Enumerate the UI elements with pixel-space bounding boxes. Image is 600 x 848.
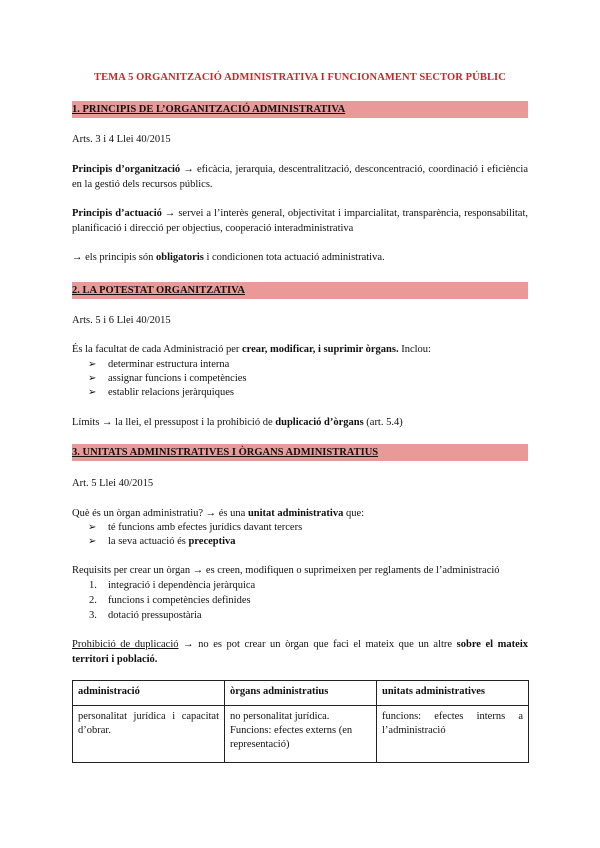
organ-features-list xyxy=(72,521,528,549)
prohibicio-paragraph xyxy=(72,637,528,667)
prohibicio-text: → no es pot crear un òrgan que faci el mateix que un altre xyxy=(178,639,457,650)
section-3-reference: Art. 5 Llei 40/2015 xyxy=(72,478,154,489)
principis-organitzacio-text: → eficàcia, jerarquia, descentralització, desconcentració, coordinació i eficiència en la gestió dels recursos públics. xyxy=(72,164,528,190)
list-item-text: determinar estructura interna xyxy=(108,359,230,370)
table-header-cell: òrgans administratius xyxy=(225,681,377,706)
list-number: 1. xyxy=(89,580,97,591)
list-item xyxy=(72,521,528,535)
list-item-text: dotació pressupostària xyxy=(108,610,202,621)
arrow-bullet-icon: ➢ xyxy=(88,359,97,370)
principis-organitzacio-paragraph xyxy=(72,162,528,192)
table-header-cell: administració xyxy=(73,681,225,706)
list-item xyxy=(72,593,528,608)
list-item xyxy=(72,358,528,372)
document-title: TEMA 5 ORGANITZACIÓ ADMINISTRATIVA I FUNCIONAMENT SECTOR PÚBLIC xyxy=(94,72,506,83)
list-item-text: té funcions amb efectes jurídics davant tercers xyxy=(108,522,303,533)
list-number: 3. xyxy=(89,610,97,621)
potestat-definition xyxy=(72,342,528,357)
organ-question-pre: Què és un òrgan administratiu? → és una xyxy=(72,508,248,519)
table-cell: funcions: efectes interns a l’administració xyxy=(377,706,529,763)
list-item xyxy=(72,535,528,549)
table-cell: personalitat jurídica i capacitat d’obrar. xyxy=(73,706,225,763)
organ-question-post: que: xyxy=(343,508,365,519)
list-item-text: assignar funcions i competències xyxy=(108,373,247,384)
list-item-text: integració i dependència jeràrquica xyxy=(108,580,256,591)
section-2-heading: 2. LA POTESTAT ORGANITZATIVA xyxy=(72,285,245,296)
prohibicio-term: Prohibició de duplicació xyxy=(72,639,179,650)
list-item xyxy=(72,372,528,386)
obligatoris-paragraph xyxy=(72,250,528,265)
section-3-heading: 3. UNITATS ADMINISTRATIVES I ÒRGANS ADMINISTRATIUS xyxy=(72,447,379,458)
comparison-table xyxy=(72,680,529,763)
section-3-heading-bar xyxy=(72,444,528,461)
list-item xyxy=(72,608,528,623)
list-item-text: la seva actuació és xyxy=(108,536,189,547)
potestat-text-pre: És la facultat de cada Administració per xyxy=(72,344,242,355)
table-header-cell: unitats administratives xyxy=(377,681,529,706)
table-row xyxy=(73,706,529,763)
principis-actuacio-term: Principis d’actuació xyxy=(72,208,162,219)
list-item xyxy=(72,386,528,400)
arrow-bullet-icon: ➢ xyxy=(88,536,97,547)
potestat-list xyxy=(72,358,528,400)
obligatoris-term: obligatoris xyxy=(156,252,204,263)
limits-text-post: (art. 5.4) xyxy=(363,417,403,428)
potestat-term: crear, modificar, i suprimir òrgans. xyxy=(241,344,399,355)
arrow-bullet-icon: ➢ xyxy=(88,373,97,384)
principis-actuacio-text: → servei a l’interès general, objectivitat i imparcialitat, transparència, responsabilitat, planificació i direcció per objectius, cooperació interadministrativa xyxy=(72,208,528,234)
list-item-text: funcions i competències definides xyxy=(108,595,251,606)
principis-actuacio-paragraph xyxy=(72,206,528,236)
list-item xyxy=(72,578,528,593)
organ-question xyxy=(72,506,528,521)
requisits-paragraph: Requisits per crear un òrgan → es creen, modifiquen o suprimeixen per reglaments de l’administració xyxy=(72,565,500,576)
requisits-list xyxy=(72,578,528,623)
section-1-heading-bar xyxy=(72,101,528,118)
limits-term: duplicació d’òrgans xyxy=(275,417,364,428)
section-2-heading-bar xyxy=(72,282,528,299)
table-header-row xyxy=(73,681,529,706)
limits-text-pre: Límits → la llei, el pressupost i la prohibició de xyxy=(72,417,276,428)
section-2-reference: Arts. 5 i 6 Llei 40/2015 xyxy=(72,315,171,326)
obligatoris-text-pre: → els principis són xyxy=(72,252,156,263)
potestat-text-post: Inclou: xyxy=(398,344,431,355)
section-1-reference: Arts. 3 i 4 Llei 40/2015 xyxy=(72,134,171,145)
obligatoris-text-post: i condicionen tota actuació administrativa. xyxy=(203,252,385,263)
list-number: 2. xyxy=(89,595,97,606)
table-cell: no personalitat jurídica. Funcions: efectes externs (en representació) xyxy=(225,706,377,763)
list-item-text: establir relacions jeràrquiques xyxy=(108,387,234,398)
arrow-bullet-icon: ➢ xyxy=(88,387,97,398)
unitat-administrativa-term: unitat administrativa xyxy=(247,508,344,519)
preceptiva-term: preceptiva xyxy=(188,536,236,547)
prohibicio-bold-text: sobre el mateix territori i població. xyxy=(72,639,528,665)
arrow-bullet-icon: ➢ xyxy=(88,522,97,533)
principis-organitzacio-term: Principis d’organització xyxy=(72,164,181,175)
limits-paragraph xyxy=(72,415,528,430)
section-1-heading: 1. PRINCIPIS DE L’ORGANITZACIÓ ADMINISTRATIVA xyxy=(72,104,346,115)
